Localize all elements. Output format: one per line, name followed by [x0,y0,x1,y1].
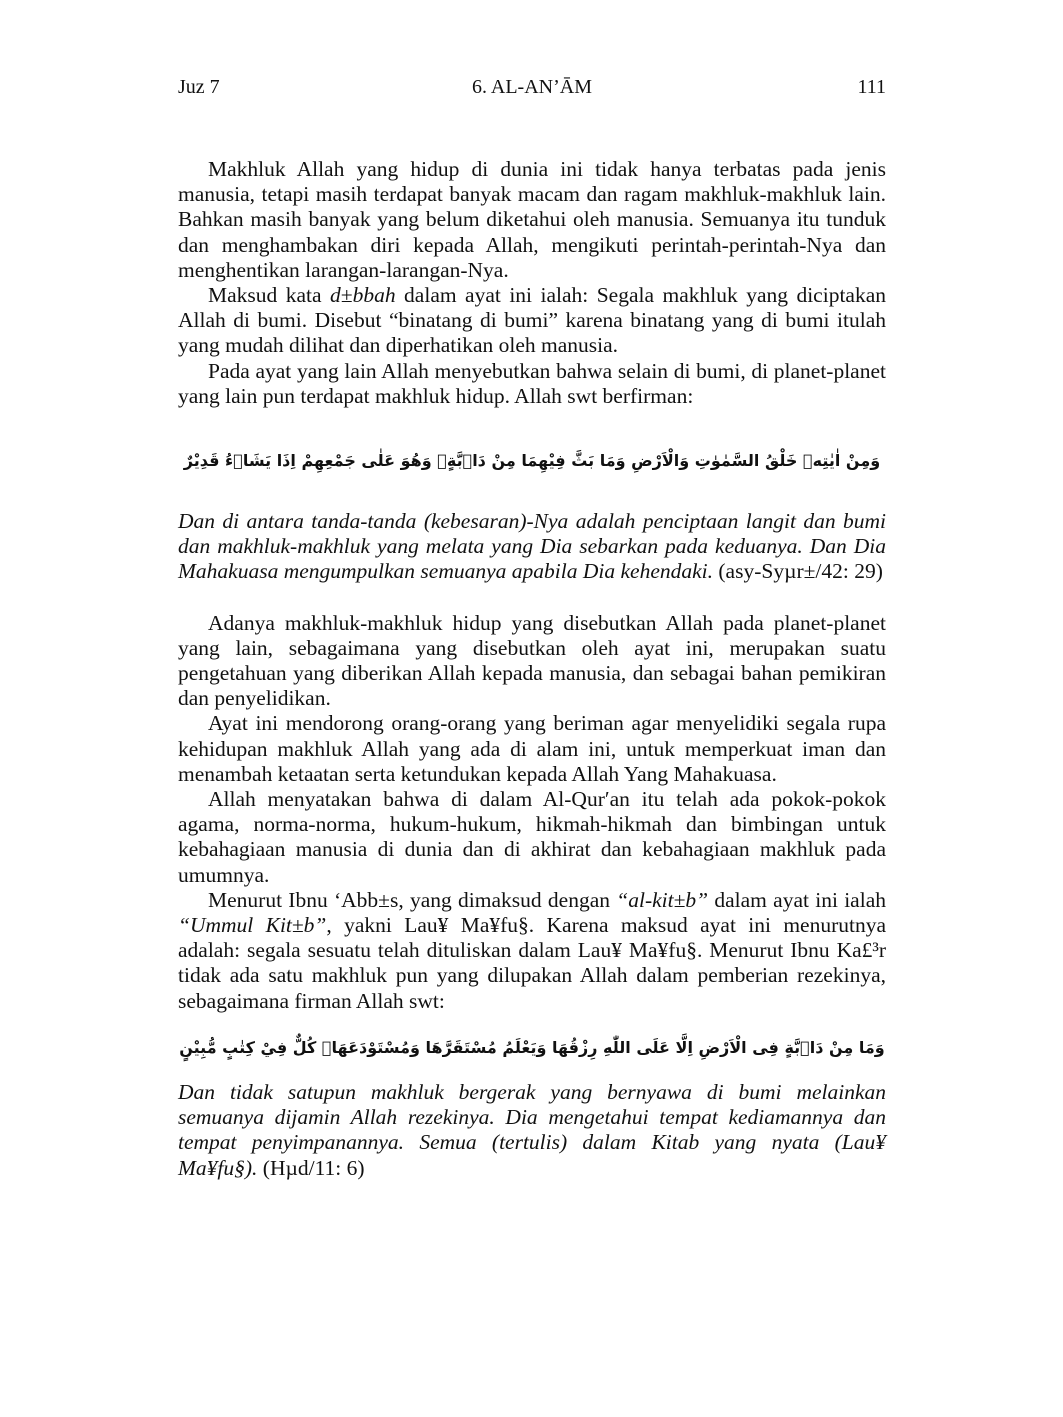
juz-label: Juz 7 [178,76,220,98]
paragraph-7-part-a: Menurut Ibnu ‘Abb±s, yang dimaksud dengan [208,887,617,912]
paragraph-4: Adanya makhluk-makhluk hidup yang disebutkan Allah pada planet-planet yang lain, sebagaimana yang disebutkan oleh ayat ini, merupakan suatu pengetahuan yang diberikan Allah kepada manusia, dan sebagai bahan pemikiran dan penyelidikan. [178,610,886,711]
term-dabbah: d±bbah [330,283,396,308]
arabic-verse-1: وَمِنْ اٰيٰتِهٖ خَلْقُ السَّمٰوٰتِ وَالْاَرْضِ وَمَا بَثَّ فِيْهِمَا مِنْ دَاۤبَّةٍۗ وَهُوَ عَلٰى جَمْعِهِمْ اِذَا يَشَاۤءُ قَدِيْرٌ [183,451,881,471]
verse-2-reference: (Hµd/11: 6) [257,1155,365,1180]
arabic-verse-2: وَمَا مِنْ دَاۤبَّةٍ فِى الْاَرْضِ اِلَّا عَلَى اللّٰهِ رِزْقُهَا وَيَعْلَمُ مُسْتَقَرَّهَا وَمُسْتَوْدَعَهَاۗ كُلٌّ فِيْ كِتٰبٍ مُّبِيْنٍ [179,1037,885,1057]
paragraph-2-end: dalam ayat ini ialah: Segala makhluk yang diciptakan Allah di bumi. Disebut “binatang di bumi” karena binatang yang di bumi itulah yang mudah dilihat dan diperhatikan oleh manusia. [178,283,887,358]
page-header [178,76,886,102]
verse-1-translation-text: Dan di antara tanda-tanda (kebesaran)-Nya adalah penciptaan langit dan bumi dan makhluk-makhluk yang melata yang Dia sebarkan pada keduanya. Dan Dia Mahakuasa mengumpulkan semuanya apabila Dia kehendaki. [178,509,886,584]
verse-2-translation [178,1080,886,1181]
paragraph-7-part-c: dalam ayat ini ialah [708,887,886,912]
page-number: 111 [857,76,886,98]
paragraph-2 [178,283,886,359]
term-ummul-kitab: “Ummul Kit±b” [178,913,327,938]
paragraph-6: Allah menyatakan bahwa di dalam Al-Qur′an itu telah ada pokok-pokok agama, norma-norma, hukum-hukum, hikmah-hikmah dan bimbingan untuk kebahagiaan manusia di dunia dan di akhirat dan kebahagiaan makhluk pada umumnya. [178,787,886,887]
page-body [178,157,886,1181]
paragraph-3: Pada ayat yang lain Allah menyebutkan bahwa selain di bumi, di planet-planet yang lain pun terdapat makhluk hidup. Allah swt berfirman: [178,358,886,408]
paragraph-2-start: Maksud kata [208,283,331,308]
verse-2-translation-text: Dan tidak satupun makhluk bergerak yang bernyawa di bumi melainkan semuanya dijamin Allah rezekinya. Dia mengetahui tempat kediamannya dan tempat penyimpanannya. Semua (tertulis) dalam Kitab yang nyata (Lau¥ Ma¥fu§). [178,1079,886,1180]
verse-1-translation [178,509,886,585]
term-al-kitab: “al-kit±b” [616,887,709,912]
paragraph-7-part-e: , yakni Lau¥ Ma¥fu§. Karena maksud ayat ini menurutnya adalah: segala sesuatu telah dituliskan dalam Lau¥ Ma¥fu§. Menurut Ibnu Ka£³r tidak ada satu makhluk pun yang dilupakan Allah dalam pemberian rezekinya, sebagaimana firman Allah swt: [178,913,887,1013]
paragraph-7 [178,888,886,1014]
paragraph-1: Makhluk Allah yang hidup di dunia ini tidak hanya terbatas pada jenis manusia, tetapi masih terdapat banyak macam dan ragam makhluk-makhluk lain. Bahkan masih banyak yang belum diketahui oleh manusia. Semuanya itu tunduk dan menghambakan diri kepada Allah, mengikuti perintah-perintah-Nya dan menghentikan larangan-larangan-Nya. [178,157,886,282]
paragraph-5: Ayat ini mendorong orang-orang yang beriman agar menyelidiki segala rupa kehidupan makhluk Allah yang ada di alam ini, untuk memperkuat iman dan menambah ketaatan serta ketundukan kepada Allah Yang Mahakuasa. [178,711,886,786]
verse-1-reference: (asy-Syµr±/42: 29) [713,559,883,584]
surah-title: 6. AL-AN’ĀM [472,76,592,98]
